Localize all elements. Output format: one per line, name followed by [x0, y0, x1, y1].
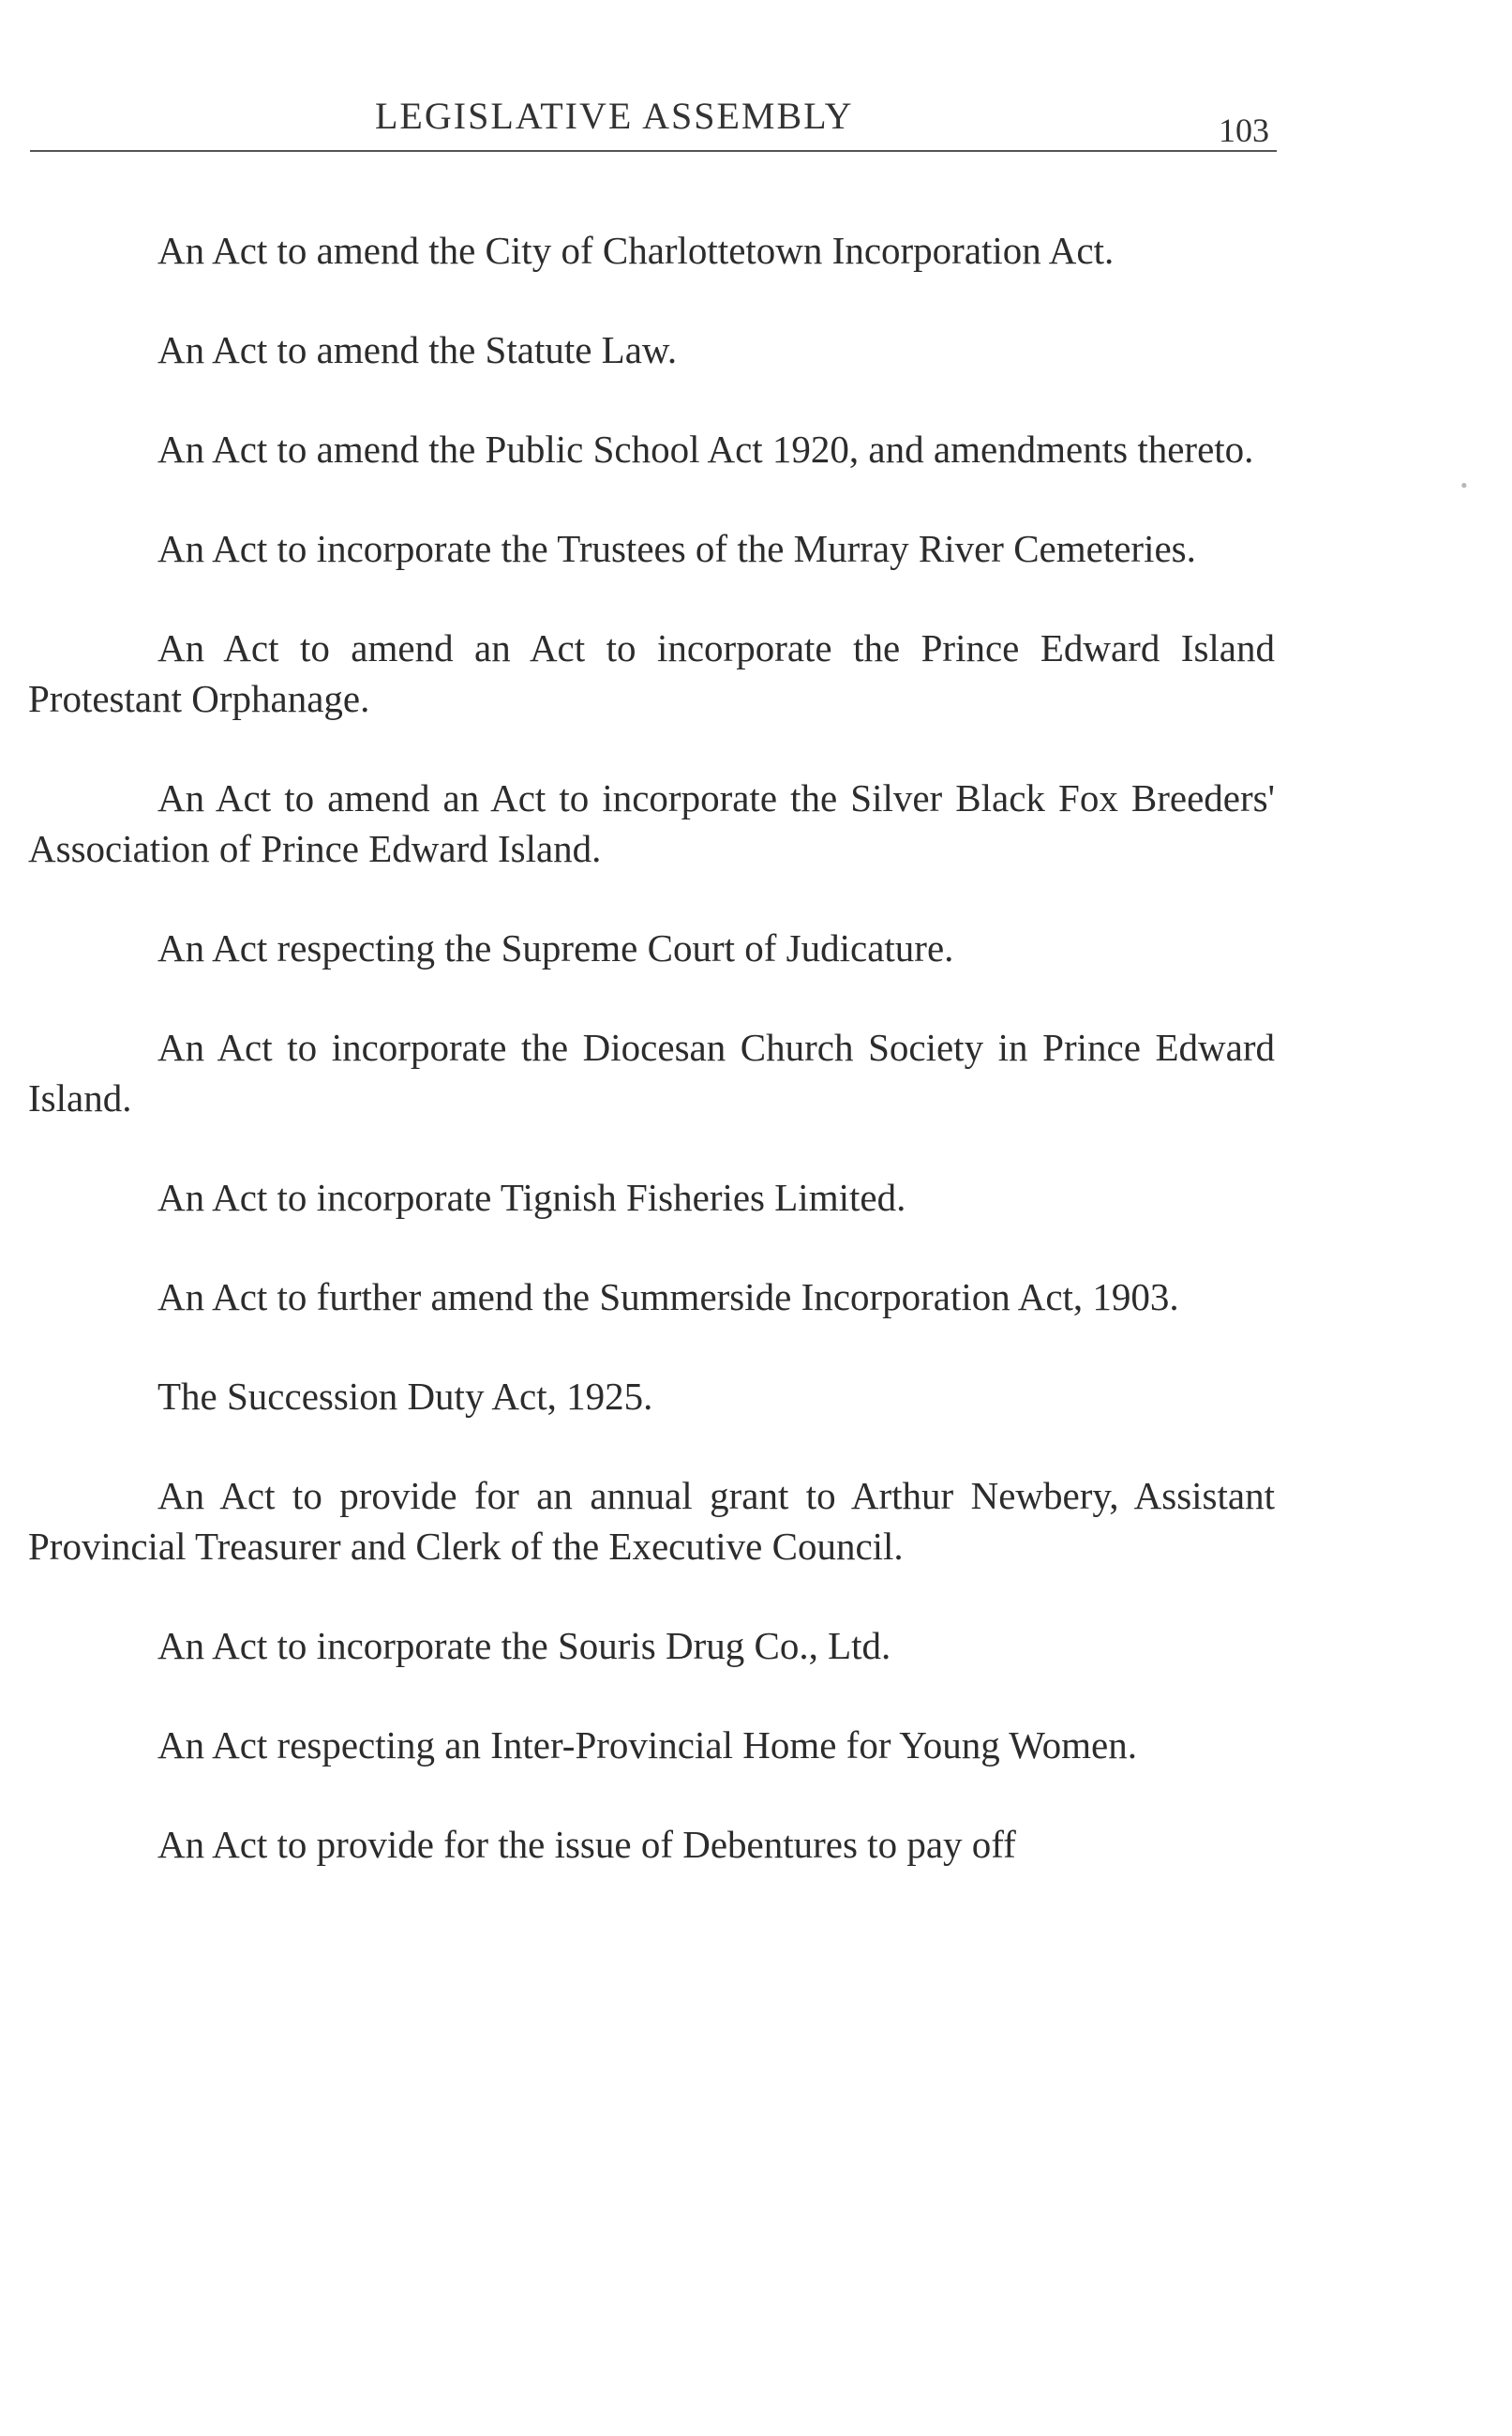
- act-entry: An Act to amend an Act to incorporate the Silver Black Fox Breeders' Association of Prince Edward Island.: [28, 776, 1275, 870]
- act-entry: An Act to incorporate the Diocesan Church Society in Prince Edward Island.: [28, 1026, 1275, 1120]
- page-number: 103: [1219, 112, 1269, 149]
- act-entry: An Act to provide for the issue of Debentures to pay off: [157, 1823, 1016, 1866]
- act-entry: An Act to amend the City of Charlottetown Incorporation Act.: [157, 229, 1115, 272]
- act-list: [28, 225, 1275, 1918]
- act-entry: An Act to amend the Public School Act 1920, and amendments thereto.: [157, 428, 1254, 471]
- act-entry: An Act to further amend the Summerside Incorporation Act, 1903.: [157, 1275, 1179, 1318]
- act-entry: An Act to provide for an annual grant to Arthur Newbery, Assistant Provincial Treasurer and Clerk of the Executive Council.: [28, 1474, 1275, 1568]
- margin-smudge: •: [1460, 474, 1468, 497]
- act-entry: An Act to incorporate the Souris Drug Co., Ltd.: [157, 1624, 891, 1667]
- act-entry: An Act to incorporate the Trustees of the Murray River Cemeteries.: [157, 527, 1196, 570]
- act-entry: An Act to amend an Act to incorporate the Prince Edward Island Protestant Orphanage.: [28, 626, 1275, 720]
- act-entry: An Act respecting the Supreme Court of Judicature.: [157, 926, 954, 970]
- act-entry: The Succession Duty Act, 1925.: [157, 1375, 653, 1418]
- running-header: [0, 94, 1275, 150]
- act-entry: An Act respecting an Inter-Provincial Home for Young Women.: [157, 1723, 1137, 1767]
- running-title: LEGISLATIVE ASSEMBLY: [375, 95, 854, 137]
- act-entry: An Act to incorporate Tignish Fisheries Limited.: [157, 1176, 906, 1219]
- act-entry: An Act to amend the Statute Law.: [157, 328, 678, 371]
- header-rule: [30, 150, 1277, 152]
